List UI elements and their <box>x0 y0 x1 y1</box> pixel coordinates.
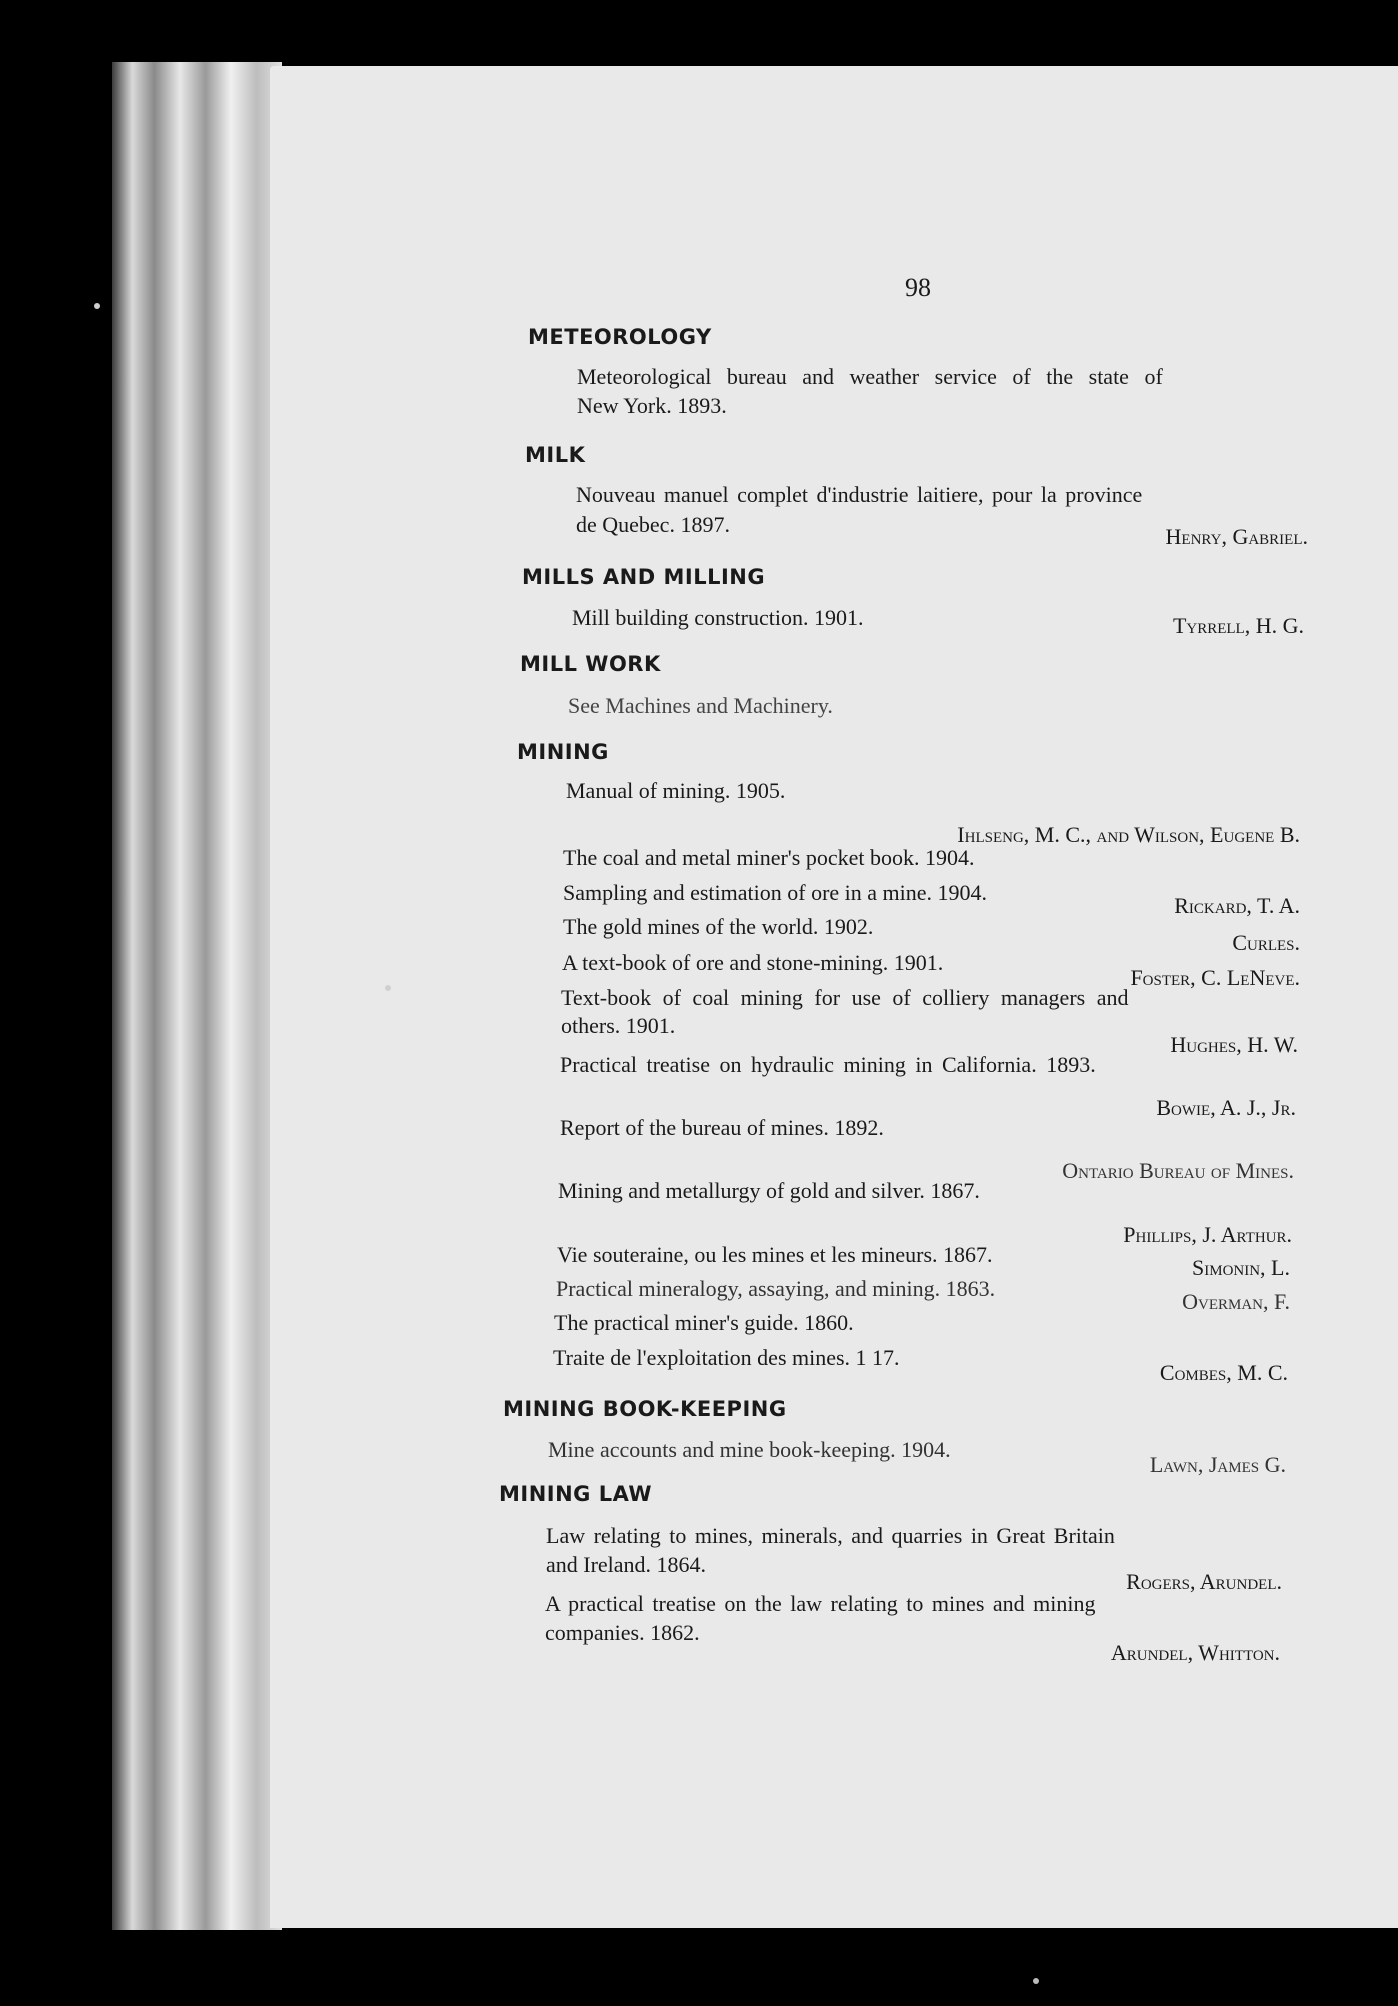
entry-title-line: Report of the bureau of mines. 1892. <box>560 1115 884 1140</box>
entry-author: Bowie, A. J., Jr. <box>1156 1095 1296 1120</box>
section-heading-mining-book-keeping: MINING BOOK-KEEPING <box>503 1397 787 1421</box>
entry-author: Tyrrell, H. G. <box>1172 613 1304 638</box>
section-heading-mill-work: MILL WORK <box>520 652 661 676</box>
entry-author: Ontario Bureau of Mines. <box>1062 1158 1294 1183</box>
entry-author: Ihlseng, M. C., and Wilson, Eugene B. <box>957 822 1300 847</box>
entry-title-line: Manual of mining. 1905. <box>566 778 786 803</box>
entry-title-line: Traite de l'exploitation des mines. 1 17. <box>553 1345 900 1370</box>
entry-title-line: companies. 1862. <box>545 1620 700 1645</box>
entry-title-line: The practical miner's guide. 1860. <box>554 1310 854 1335</box>
entry-title-line: A practical treatise on the law relating to mines and mining <box>545 1591 1096 1616</box>
section-heading-meteorology: METEOROLOGY <box>528 325 712 349</box>
entry-title-line: Sampling and estimation of ore in a mine. 1904. <box>563 880 988 905</box>
entry-title-line: Meteorological bureau and weather service of the state of <box>577 364 1163 389</box>
page-number: 98 <box>905 273 931 302</box>
entry-author: Foster, C. LeNeve. <box>1130 965 1300 990</box>
entry-title-line: Law relating to mines, minerals, and quarries in Great Britain <box>546 1523 1115 1548</box>
scan-speck <box>94 303 100 309</box>
entry-title-line: Vie souteraine, ou les mines et les mineurs. 1867. <box>557 1242 993 1267</box>
entry-title-line: A text-book of ore and stone-mining. 1901. <box>562 950 944 975</box>
section-heading-mining-law: MINING LAW <box>499 1482 653 1506</box>
entry-title-line: Mill building construction. 1901. <box>572 605 864 630</box>
entry-title-line: and Ireland. 1864. <box>546 1552 707 1577</box>
entry-title-line: The gold mines of the world. 1902. <box>563 914 874 939</box>
entry-author: Combes, M. C. <box>1159 1360 1288 1385</box>
entry-author: Hughes, H. W. <box>1170 1032 1298 1057</box>
entry-author: Lawn, James G. <box>1149 1452 1286 1477</box>
entry-title-line: Mining and metallurgy of gold and silver. 1867. <box>558 1178 980 1203</box>
entry-author: Rogers, Arundel. <box>1126 1569 1282 1594</box>
scan-speck <box>385 985 391 991</box>
entry-author: Curles. <box>1232 930 1300 955</box>
entry-title-line: Practical treatise on hydraulic mining in California. 1893. <box>560 1052 1096 1077</box>
entry-title-line: de Quebec. 1897. <box>576 512 730 537</box>
entry-author: Overman, F. <box>1182 1289 1290 1314</box>
book-page-edges <box>112 62 282 1930</box>
entry-title-line: Nouveau manuel complet d'industrie laitiere, pour la province <box>576 482 1143 507</box>
entry-title-line: New York. 1893. <box>577 393 727 418</box>
entry-title-line: others. 1901. <box>561 1013 676 1038</box>
section-heading-mining: MINING <box>517 740 609 764</box>
entry-title-line: Mine accounts and mine book-keeping. 1904. <box>548 1437 951 1462</box>
entry-author: Arundel, Whitton. <box>1110 1640 1280 1665</box>
entry-author: Henry, Gabriel. <box>1165 524 1308 549</box>
entry-title-line: Text-book of coal mining for use of colliery managers and <box>561 985 1129 1010</box>
entry-title-line: The coal and metal miner's pocket book. 1904. <box>563 845 975 870</box>
entry-author: Simonin, L. <box>1192 1255 1290 1280</box>
section-heading-milk: MILK <box>525 443 586 467</box>
entry-title-line: Practical mineralogy, assaying, and mining. 1863. <box>556 1276 996 1301</box>
entry-cross-reference: See Machines and Machinery. <box>568 693 833 718</box>
entry-author: Phillips, J. Arthur. <box>1123 1222 1292 1247</box>
entry-author: Rickard, T. A. <box>1174 893 1300 918</box>
section-heading-mills-and-milling: MILLS AND MILLING <box>522 565 766 589</box>
scan-speck <box>1033 1978 1039 1984</box>
